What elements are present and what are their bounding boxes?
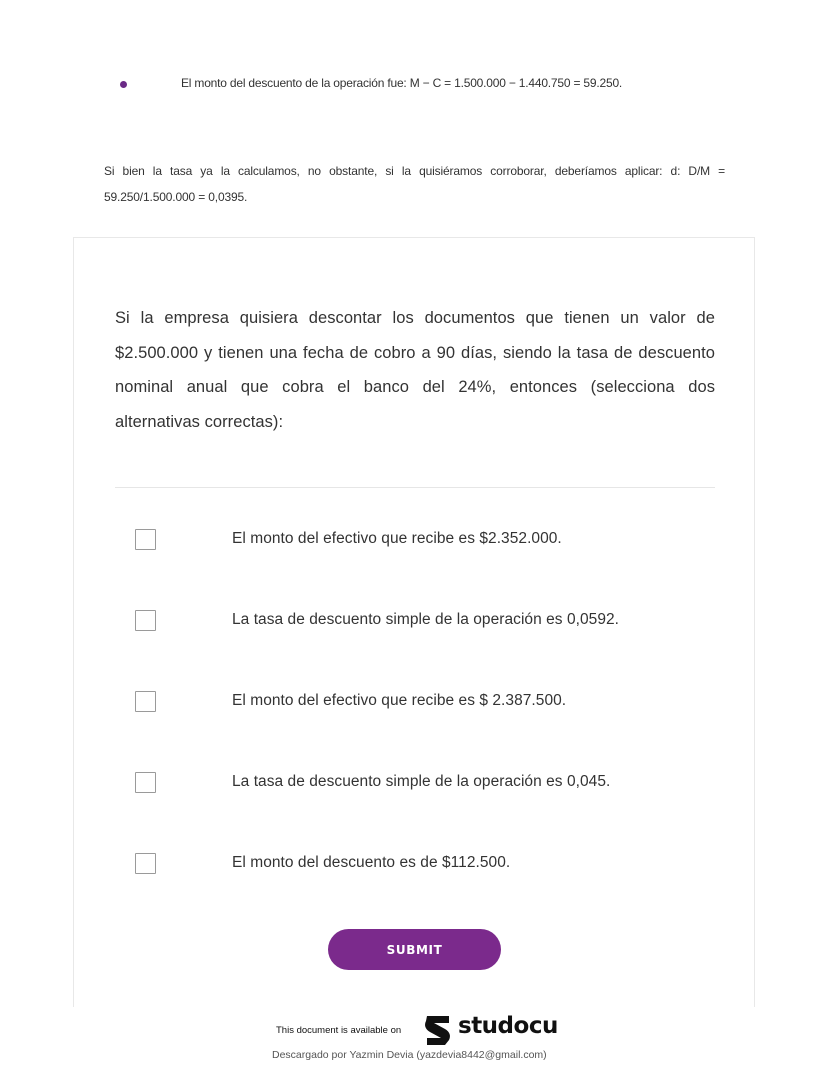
bullet-item xyxy=(118,76,738,94)
checkbox[interactable] xyxy=(135,691,156,712)
checkbox[interactable] xyxy=(135,853,156,874)
bullet-text: El monto del descuento de la operación fue: M − C = 1.500.000 − 1.440.750 = 59.250. xyxy=(181,76,623,90)
option-1[interactable] xyxy=(135,529,695,551)
submit-button[interactable]: SUBMIT xyxy=(328,929,501,970)
question-text: Si la empresa quisiera descontar los documentos que tienen un valor de $2.500.000 y tienen una fecha de cobro a 90 días, siendo la tasa de descuento nominal anual que cobra el banco del 24%, entonces (selecciona dos alternativas correctas): xyxy=(115,309,715,431)
option-label: El monto del efectivo que recibe es $2.352.000. xyxy=(232,530,562,547)
checkbox[interactable] xyxy=(135,610,156,631)
divider xyxy=(115,487,715,488)
option-label: El monto del efectivo que recibe es $ 2.387.500. xyxy=(232,692,567,709)
studocu-brand: studocu xyxy=(458,1013,558,1039)
checkbox[interactable] xyxy=(135,529,156,550)
studocu-logo-icon xyxy=(423,1014,453,1046)
option-3[interactable] xyxy=(135,691,695,713)
option-4[interactable] xyxy=(135,772,695,794)
option-label: El monto del descuento es de $112.500. xyxy=(232,854,511,871)
quiz-card xyxy=(73,237,755,1007)
explanation-paragraph: Si bien la tasa ya la calculamos, no obstante, si la quisiéramos corroborar, deberíamos aplicar: d: D/M = 59.250/1.500.000 = 0,0395. xyxy=(104,164,725,204)
option-label: La tasa de descuento simple de la operación es 0,045. xyxy=(232,773,611,790)
option-label: La tasa de descuento simple de la operación es 0,0592. xyxy=(232,611,620,628)
option-2[interactable] xyxy=(135,610,695,632)
download-attribution: Descargado por Yazmin Devia (yazdevia8442@gmail.com) xyxy=(272,1049,547,1061)
checkbox[interactable] xyxy=(135,772,156,793)
option-5[interactable] xyxy=(135,853,695,875)
bullet-dot-icon xyxy=(120,81,127,88)
availability-text: This document is available on xyxy=(276,1025,402,1036)
